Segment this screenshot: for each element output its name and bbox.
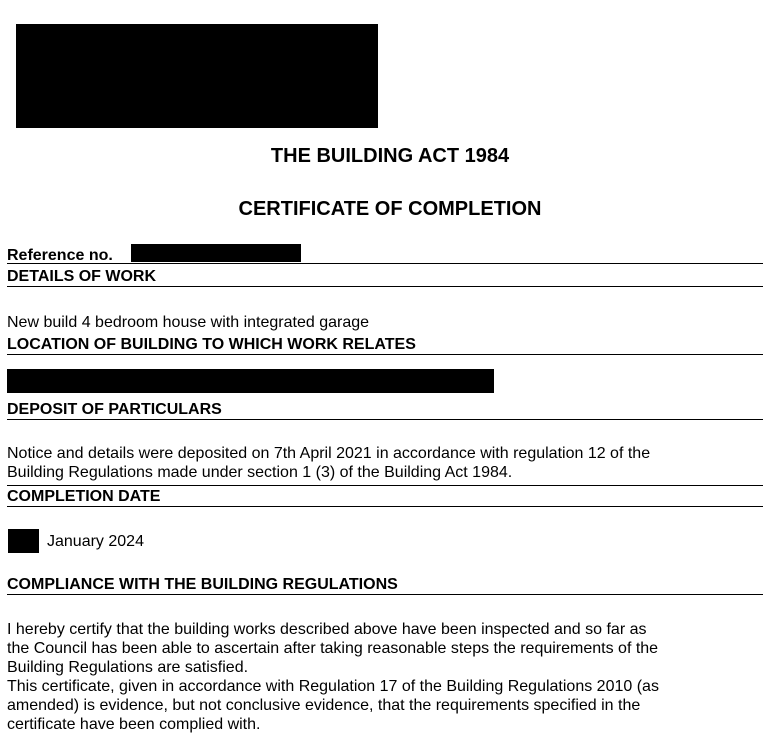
compliance-line-4: This certificate, given in accordance with Regulation 17 of the Building Regulations 2010 (as — [7, 678, 659, 695]
deposit-paragraph — [7, 444, 767, 482]
redacted-address — [7, 369, 494, 393]
redacted-completion-day — [8, 529, 39, 553]
completion-date-text: January 2024 — [47, 533, 144, 550]
details-of-work-text: New build 4 bedroom house with integrated garage — [7, 314, 370, 331]
compliance-line-2: the Council has been able to ascertain after taking reasonable steps the requirements of the — [7, 640, 659, 657]
certificate-title: CERTIFICATE OF COMPLETION — [238, 198, 542, 220]
compliance-line-1: I hereby certify that the building works described above have been inspected and so far as — [7, 621, 647, 638]
deposit-line-1: Notice and details were deposited on 7th April 2021 in accordance with regulation 12 of the — [7, 445, 651, 462]
reference-label: Reference no. — [7, 247, 113, 264]
divider — [7, 263, 763, 264]
section-heading-completion-date: COMPLETION DATE — [7, 485, 763, 507]
section-heading-deposit: DEPOSIT OF PARTICULARS — [7, 400, 763, 420]
compliance-line-6: certificate have been complied with. — [7, 716, 261, 733]
section-heading-details-of-work: DETAILS OF WORK — [7, 267, 763, 287]
compliance-line-3: Building Regulations are satisfied. — [7, 659, 249, 676]
redacted-logo — [16, 24, 378, 128]
act-title: THE BUILDING ACT 1984 — [270, 145, 510, 167]
section-heading-location: LOCATION OF BUILDING TO WHICH WORK RELATES — [7, 335, 763, 355]
section-heading-compliance: COMPLIANCE WITH THE BUILDING REGULATIONS — [7, 575, 763, 595]
compliance-line-5: amended) is evidence, but not conclusive evidence, that the requirements specified in the — [7, 697, 641, 714]
deposit-line-2: Building Regulations made under section 1 (3) of the Building Act 1984. — [7, 464, 513, 481]
compliance-paragraph — [7, 620, 767, 734]
redacted-reference-number — [131, 244, 301, 262]
